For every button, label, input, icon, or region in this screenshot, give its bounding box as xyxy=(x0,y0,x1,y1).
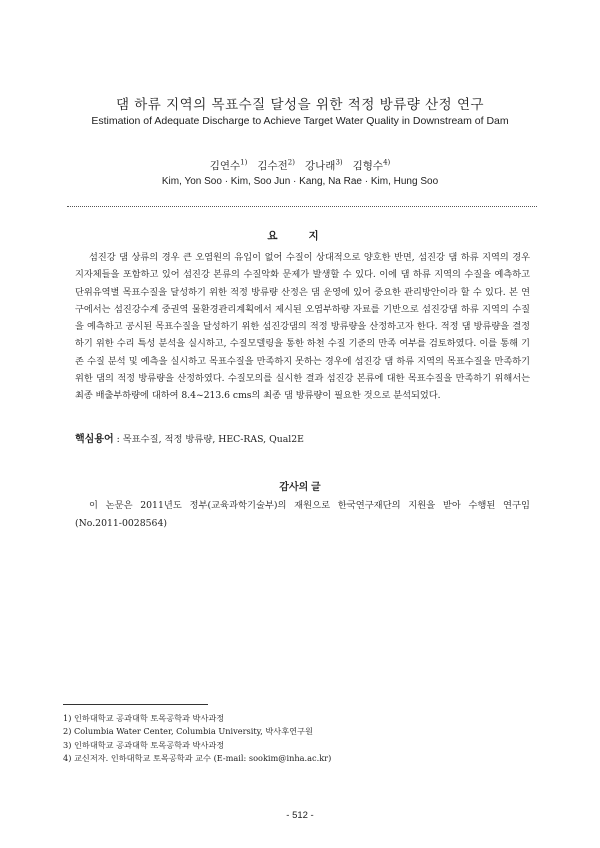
author-affiliation-mark: 4) xyxy=(383,158,391,167)
abstract-heading: 요 지 xyxy=(267,230,333,242)
author-list-english: Kim, Yon Soo · Kim, Soo Jun · Kang, Na Rae · Kim, Hung Soo xyxy=(161,176,439,187)
acknowledgement-heading: 감사의 글 xyxy=(279,482,321,493)
footnote-item: 3) 인하대학교 공과대학 토목공학과 박사과정 xyxy=(63,739,225,750)
author-name: 강나래 xyxy=(305,160,336,172)
footnote-rule xyxy=(63,704,208,705)
author-affiliation-mark: 1) xyxy=(240,158,248,167)
keywords-label: 핵심용어 xyxy=(75,434,114,445)
footnote-item: 1) 인하대학교 공과대학 토목공학과 박사과정 xyxy=(63,713,225,723)
author-name: 김형수 xyxy=(352,160,384,172)
author-affiliation-mark: 2) xyxy=(287,158,295,167)
author-name: 김연수 xyxy=(209,160,241,172)
author-affiliation-mark: 3) xyxy=(335,158,343,167)
keywords xyxy=(75,430,530,445)
acknowledgement-body: 이 논문은 2011년도 정부(교육과학기술부)의 재원으로 한국연구재단의 지원을 받아 수행된 연구임 (No.2011-0028564) xyxy=(75,500,530,529)
section-divider xyxy=(67,206,537,207)
footnotes xyxy=(63,712,543,765)
author-name: 김수전 xyxy=(257,160,288,172)
abstract-body: 섬진강 댐 상류의 경우 큰 오염원의 유입이 없어 수질이 상대적으로 양호한 반면, 섬진강 댐 하류 지역의 경우 지자체들을 포함하고 있어 섬진강 본류의 수질악화 문제가 발생할 수 있다. 이에 댐 하류 지역의 수질을 예측하고 단위유역별 목표수질을 달성하기 위한 적정 방류량 산정은 댐 운영에 있어 중요한 관리방안이라 할 수 있다. 본 연구에서는 섬진강수계 중권역 물환경관리계획에서 제시된 오염부하량 자료를 기반으로 섬진강댐 하류 지역의 수질을 예측하고 공시된 목표수질을 달성하기 위한 섬진강댐의 적정 방류량을 산정하고자 한다. 적정 댐 방류량을 결정하기 위한 수리 특성 분석을 실시하고, 수질모델링을 통한 하천 수질 기준의 만족 여부를 검토하였다. 이를 통해 기존 수질 분석 및 예측을 실시하고 목표수질을 만족하지 못하는 경우에 섬진강 댐 하류 지역의 목표수질을 만족하기 위한 댐의 적정 방류량을 산정하였다. 수질모의를 실시한 결과 섬진강 본류에 대한 목표수질을 만족하기 위해서는 최종 배출부하량에 대하여 8.4~213.6 cms의 최종 댐 방류량이 필요한 것으로 분석되었다. xyxy=(75,252,530,402)
footnote-item: 2) Columbia Water Center, Columbia University, 박사후연구원 xyxy=(63,726,313,737)
author-list-korean xyxy=(0,158,600,173)
keywords-text: : 목표수질, 적정 방류량, HEC-RAS, Qual2E xyxy=(113,434,304,445)
page-number: - 512 - xyxy=(286,810,314,821)
footnote-item: 4) 교신저자. 인하대학교 토목공학과 교수 (E-mail: sookim@inha.ac.kr) xyxy=(63,752,332,763)
paper-title-korean: 댐 하류 지역의 목표수질 달성을 위한 적정 방류량 산정 연구 xyxy=(115,97,485,113)
paper-title-english: Estimation of Adequate Discharge to Achieve Target Water Quality in Downstream of Dam xyxy=(91,115,509,127)
